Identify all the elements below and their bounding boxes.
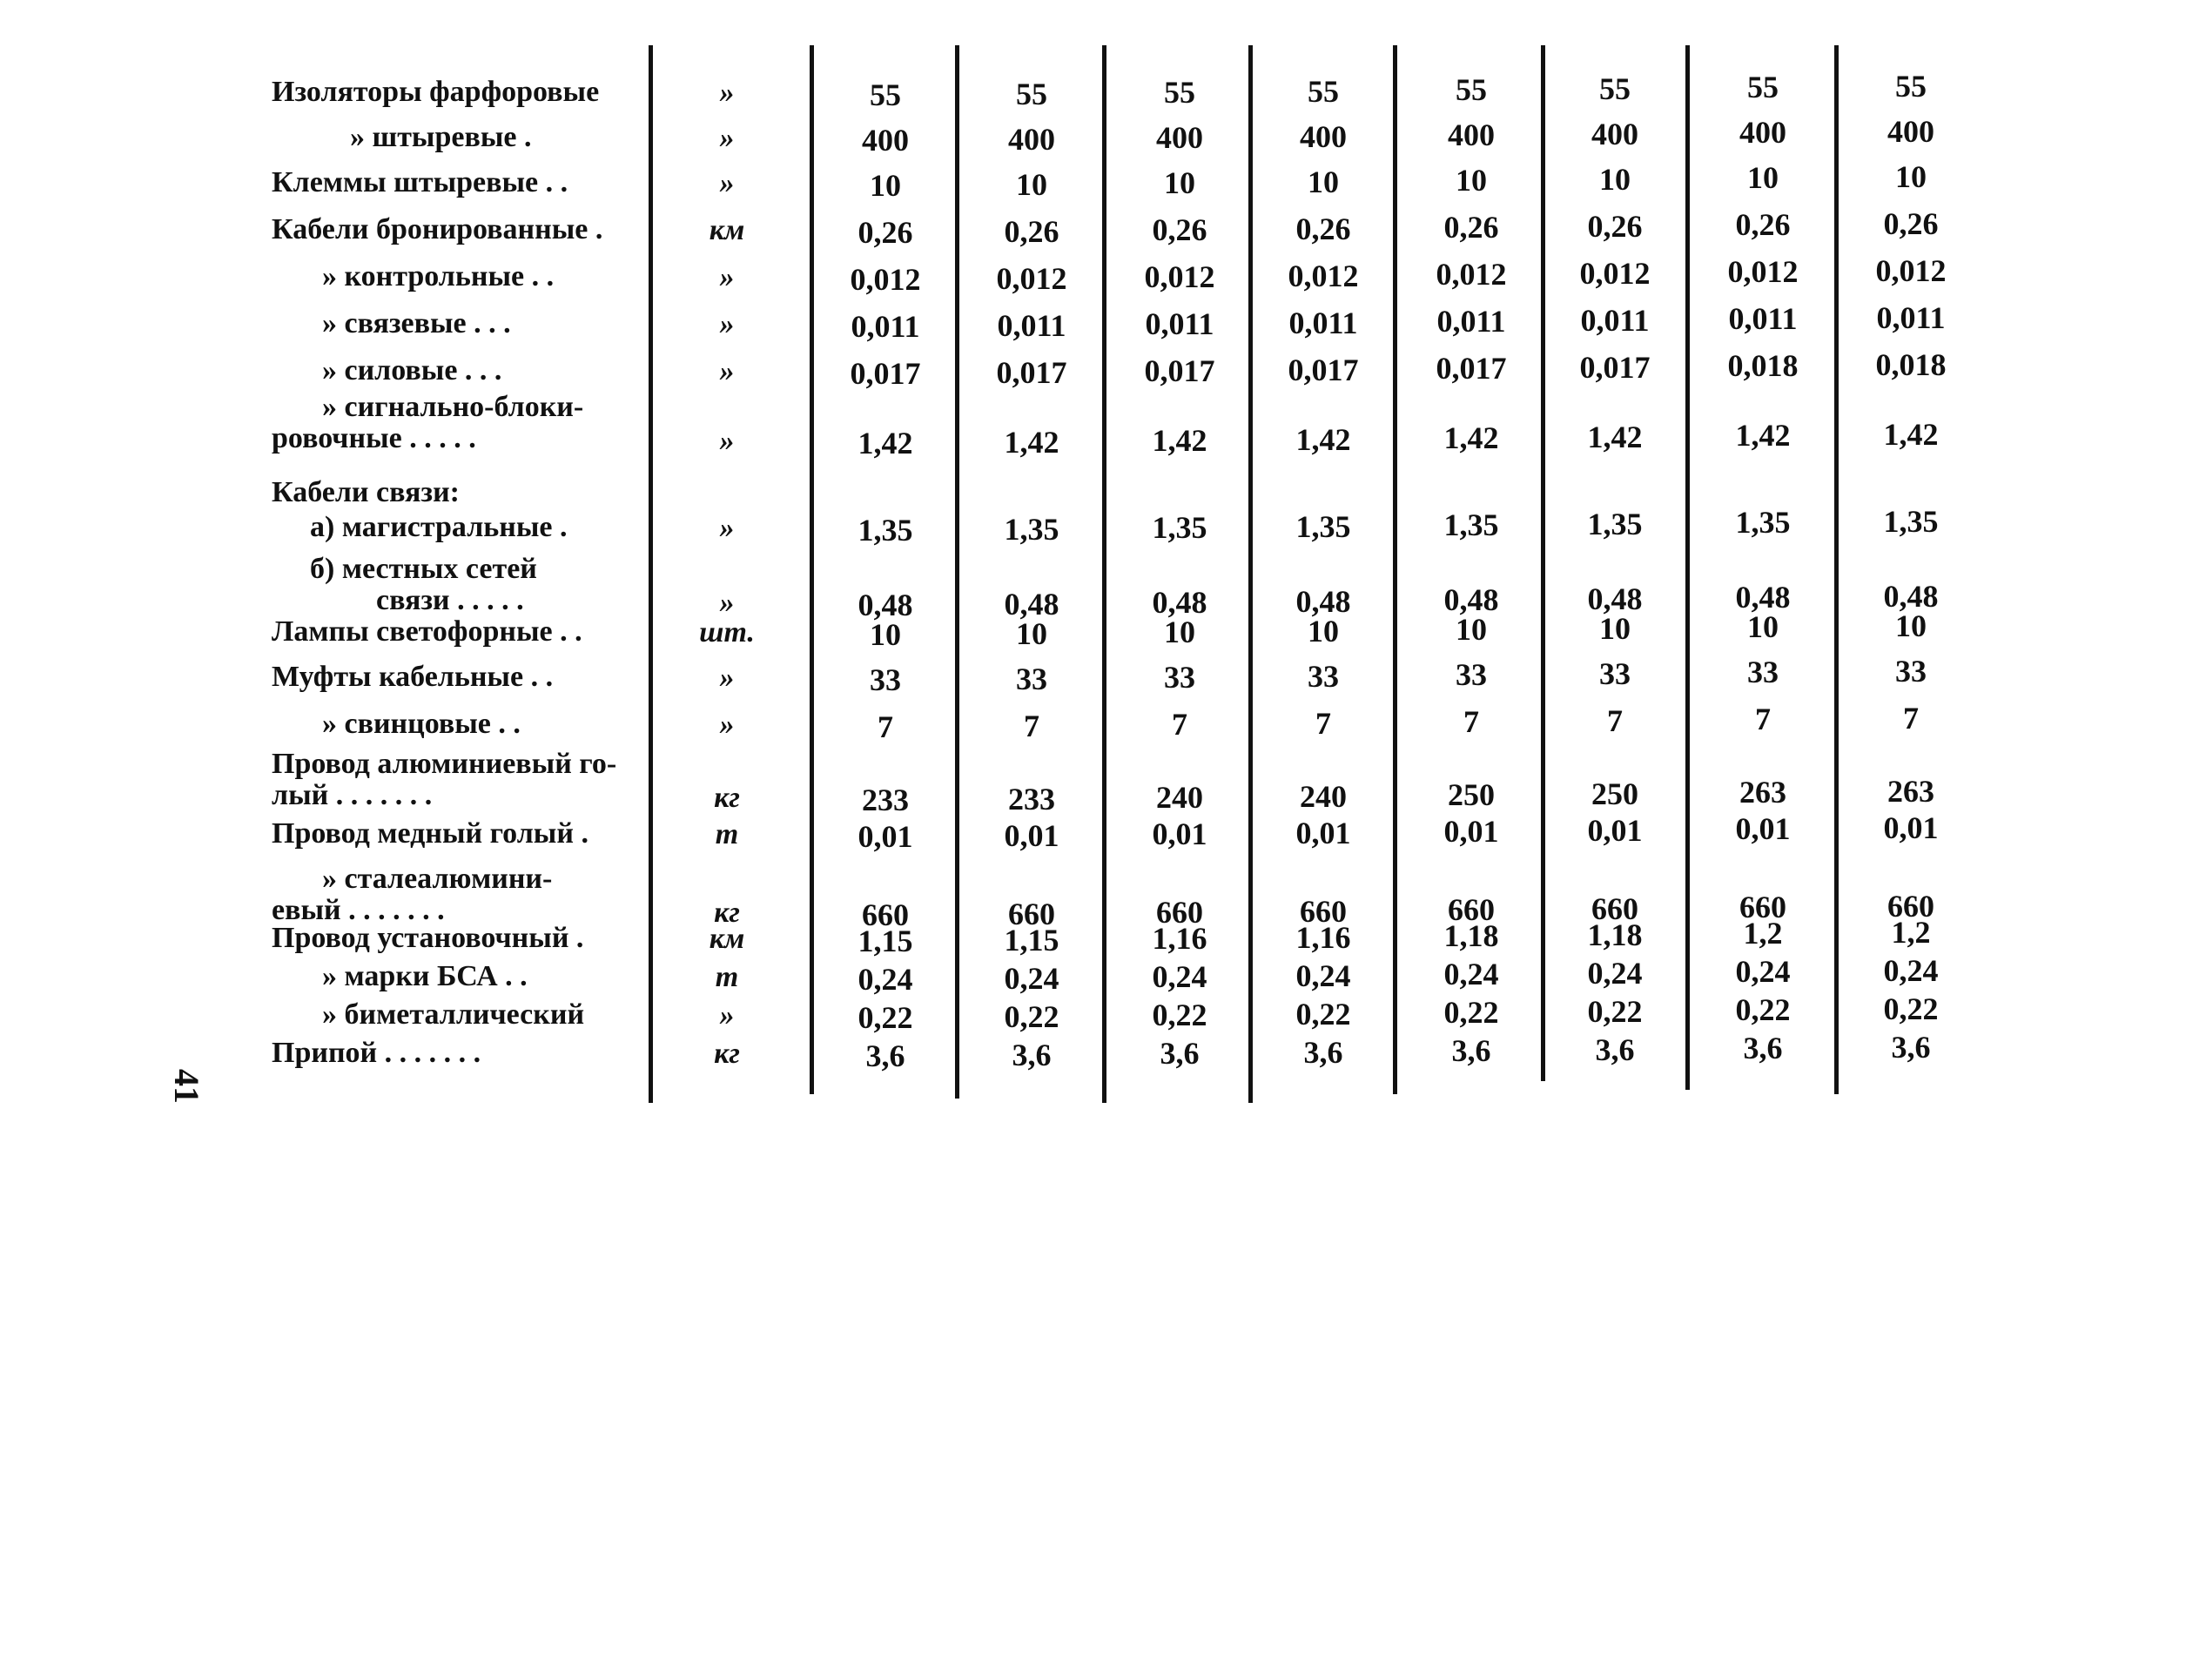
value-cell: 1,15: [1004, 922, 1059, 958]
value-cell: 33: [870, 662, 901, 697]
value-cell: 0,22: [1735, 992, 1791, 1027]
item-name-line: Кабели бронированные .: [272, 213, 603, 245]
value-cell: 1,42: [1004, 424, 1059, 460]
value-cell: 1,35: [1443, 507, 1499, 542]
value-cell: 0,017: [1144, 353, 1215, 388]
item-name: [272, 554, 639, 616]
value-cell: 0,22: [1587, 993, 1643, 1029]
unit-cell: »: [719, 167, 735, 199]
value-cell: 400: [1156, 120, 1203, 155]
item-name: [272, 214, 639, 245]
item-name-line: евый . . . . . . .: [272, 894, 445, 926]
value-cell: 33: [1016, 661, 1047, 696]
value-cell: 0,24: [858, 962, 913, 997]
value-cell: 10: [1747, 609, 1779, 644]
value-cell: 0,01: [1152, 816, 1207, 851]
value-cell: 33: [1308, 658, 1339, 694]
value-cell: 7: [1024, 708, 1039, 743]
value-cell: 400: [1448, 118, 1495, 152]
unit-cell: »: [719, 122, 735, 154]
item-name: [272, 1038, 639, 1069]
value-cell: 0,011: [1580, 302, 1650, 338]
value-cell: 7: [1315, 705, 1331, 741]
column-rule: [810, 45, 814, 1094]
column-rule: [1248, 45, 1253, 1103]
unit-cell: »: [719, 999, 735, 1032]
item-name-line: Провод алюминиевый го-: [272, 748, 617, 780]
value-cell: 0,017: [996, 354, 1067, 390]
item-name-line: » биметаллический: [322, 998, 585, 1031]
value-cell: 660: [1739, 890, 1786, 924]
value-cell: 0,018: [1727, 348, 1799, 383]
value-cell: 250: [1591, 776, 1638, 811]
item-name: [272, 923, 639, 954]
item-name: [272, 308, 639, 339]
value-cell: 10: [1308, 613, 1339, 648]
value-cell: 55: [1599, 71, 1631, 106]
value-cell: 0,48: [1735, 580, 1791, 615]
value-cell: 0,24: [1587, 955, 1643, 991]
item-name: [272, 961, 639, 992]
value-cell: 1,42: [1443, 420, 1499, 455]
value-cell: 0,26: [1735, 207, 1791, 242]
value-cell: 1,18: [1587, 917, 1643, 952]
unit-cell: т: [715, 818, 739, 850]
value-cell: 0,22: [1295, 996, 1351, 1032]
unit-cell: км: [709, 923, 745, 955]
unit-cell: »: [719, 662, 735, 694]
value-cell: 0,017: [1436, 351, 1507, 386]
value-cell: 1,16: [1295, 919, 1351, 955]
unit-cell: »: [719, 512, 735, 544]
value-cell: 10: [1599, 161, 1631, 197]
value-cell: 3,6: [1012, 1037, 1052, 1072]
value-cell: 0,22: [858, 1000, 913, 1035]
value-cell: 0,24: [1295, 958, 1351, 993]
value-cell: 0,012: [850, 262, 921, 297]
value-cell: 7: [878, 709, 893, 744]
value-cell: 0,01: [1735, 811, 1791, 846]
value-cell: 0,01: [1295, 815, 1351, 850]
value-cell: 1,35: [1295, 508, 1351, 544]
value-cell: 0,012: [1288, 258, 1359, 293]
value-cell: 0,012: [1579, 255, 1651, 291]
item-name-line: а) магистральные .: [310, 511, 568, 543]
value-cell: 660: [1156, 895, 1203, 930]
value-cell: 0,24: [1735, 954, 1791, 989]
value-cell: 10: [1456, 163, 1487, 198]
item-name-line: » свинцовые . .: [322, 708, 521, 740]
item-name: [272, 749, 639, 811]
item-name-line: » сталеалюмини-: [322, 863, 553, 895]
value-cell: 0,48: [1587, 581, 1643, 616]
value-cell: 0,22: [1883, 991, 1939, 1026]
value-cell: 0,26: [1443, 210, 1499, 245]
item-name: [272, 167, 639, 198]
value-cell: 0,22: [1152, 998, 1207, 1032]
value-cell: 0,48: [1295, 583, 1351, 619]
value-cell: 0,01: [1004, 817, 1059, 853]
value-cell: 10: [1164, 615, 1195, 649]
unit-cell: кг: [714, 782, 740, 814]
value-cell: 233: [862, 783, 909, 817]
value-cell: 33: [1164, 660, 1195, 695]
item-name-line: » контрольные . .: [322, 260, 555, 292]
value-cell: 10: [1308, 164, 1339, 199]
value-cell: 33: [1747, 655, 1779, 689]
value-cell: 1,16: [1152, 921, 1207, 956]
value-cell: 1,42: [858, 426, 913, 460]
value-cell: 0,011: [1876, 299, 1946, 335]
value-cell: 0,01: [858, 819, 913, 854]
value-cell: 240: [1300, 778, 1347, 814]
value-cell: 7: [1172, 707, 1187, 742]
value-cell: 0,22: [1004, 998, 1059, 1034]
value-cell: 1,35: [1004, 511, 1059, 547]
value-cell: 0,24: [1443, 957, 1499, 991]
value-cell: 7: [1903, 700, 1919, 736]
value-cell: 0,011: [1288, 305, 1358, 340]
value-cell: 3,6: [1451, 1033, 1491, 1068]
value-cell: 1,35: [858, 513, 913, 548]
value-cell: 400: [862, 123, 909, 158]
item-name-line: Кабели связи:: [272, 476, 460, 508]
column-rule: [1834, 45, 1839, 1094]
value-cell: 1,35: [1735, 505, 1791, 540]
value-cell: 1,42: [1587, 419, 1643, 454]
value-cell: 7: [1463, 704, 1479, 739]
item-name: [272, 616, 639, 648]
value-cell: 55: [870, 77, 901, 112]
value-cell: 0,24: [1004, 960, 1059, 996]
value-cell: 660: [1448, 892, 1495, 927]
unit-cell: »: [719, 587, 735, 619]
value-cell: 3,6: [1595, 1032, 1635, 1067]
value-cell: 1,15: [858, 924, 913, 958]
item-name-line: Провод установочный .: [272, 922, 584, 954]
value-cell: 1,18: [1443, 918, 1499, 953]
value-cell: 0,012: [1727, 254, 1799, 289]
value-cell: 0,01: [1883, 810, 1939, 845]
value-cell: 400: [1300, 118, 1347, 154]
value-cell: 3,6: [1891, 1029, 1931, 1065]
value-cell: 0,011: [1436, 304, 1506, 339]
value-cell: 0,011: [851, 309, 920, 344]
value-cell: 0,26: [1295, 211, 1351, 246]
column-rule: [1102, 45, 1106, 1103]
value-cell: 55: [1456, 72, 1487, 107]
unit-cell: »: [719, 261, 735, 293]
column-rule: [955, 45, 959, 1099]
item-name-line: » связевые . . .: [322, 307, 511, 339]
value-cell: 0,012: [1875, 252, 1947, 288]
column-rule: [649, 45, 653, 1103]
value-cell: 10: [1016, 615, 1047, 651]
item-name: [272, 355, 639, 386]
value-cell: 10: [1016, 166, 1047, 202]
unit-cell: т: [715, 961, 739, 993]
item-name: [272, 477, 639, 508]
item-name-line: связи . . . . .: [376, 584, 524, 616]
item-name-line: Лампы светофорные . .: [272, 615, 582, 648]
value-cell: 0,017: [1288, 352, 1359, 387]
value-cell: 10: [1895, 608, 1927, 643]
value-cell: 250: [1448, 777, 1495, 812]
item-name-line: Муфты кабельные . .: [272, 661, 554, 693]
value-cell: 1,35: [1587, 506, 1643, 541]
item-name: [272, 77, 639, 108]
value-cell: 1,42: [1295, 421, 1351, 457]
item-name-line: » силовые . . .: [322, 354, 502, 386]
value-cell: 33: [1599, 655, 1631, 691]
value-cell: 0,24: [1883, 952, 1939, 988]
unit-cell: кг: [714, 897, 740, 929]
unit-cell: кг: [714, 1038, 740, 1070]
value-cell: 240: [1156, 780, 1203, 815]
item-name: [272, 122, 639, 153]
value-cell: 263: [1739, 775, 1786, 810]
value-cell: 0,012: [996, 260, 1067, 296]
value-cell: 1,42: [1735, 418, 1791, 453]
item-name-line: » штыревые .: [350, 121, 532, 153]
value-cell: 0,48: [1883, 578, 1939, 614]
unit-cell: шт.: [699, 616, 755, 648]
value-cell: 55: [1895, 68, 1927, 104]
column-rule: [1393, 45, 1397, 1094]
value-cell: 660: [1300, 893, 1347, 929]
value-cell: 0,012: [1436, 257, 1507, 292]
column-rule: [1541, 45, 1545, 1081]
value-cell: 400: [1739, 115, 1786, 150]
value-cell: 10: [870, 617, 901, 652]
value-cell: 10: [1599, 610, 1631, 646]
value-cell: 0,48: [858, 588, 913, 622]
value-cell: 0,26: [1883, 205, 1939, 241]
value-cell: 0,48: [1004, 586, 1059, 622]
item-name-line: » марки БСА . .: [322, 960, 528, 992]
value-cell: 400: [1008, 121, 1055, 157]
value-cell: 3,6: [1160, 1036, 1200, 1071]
value-cell: 55: [1747, 70, 1779, 104]
value-cell: 0,26: [1587, 208, 1643, 244]
unit-cell: »: [719, 77, 735, 109]
value-cell: 3,6: [865, 1038, 905, 1073]
value-cell: 0,017: [1579, 349, 1651, 385]
page-number: 41: [167, 1069, 206, 1104]
value-cell: 0,48: [1443, 582, 1499, 617]
item-name-line: ровочные . . . . .: [272, 422, 476, 454]
value-cell: 1,42: [1883, 416, 1939, 452]
unit-cell: км: [709, 214, 745, 246]
item-name-line: Припой . . . . . . .: [272, 1037, 481, 1069]
value-cell: 0,018: [1875, 346, 1947, 382]
value-cell: 0,48: [1152, 585, 1207, 620]
value-cell: 660: [862, 897, 909, 932]
value-cell: 1,2: [1743, 916, 1783, 951]
column-rule: [1685, 45, 1690, 1090]
item-name: [272, 709, 639, 740]
item-name: [272, 864, 639, 926]
unit-cell: »: [719, 308, 735, 340]
value-cell: 0,011: [1145, 306, 1214, 341]
unit-cell: »: [719, 355, 735, 387]
item-name: [272, 818, 639, 850]
value-cell: 10: [1895, 158, 1927, 194]
value-cell: 3,6: [1303, 1034, 1343, 1070]
item-name-line: лый . . . . . . .: [272, 779, 433, 811]
value-cell: 660: [1591, 890, 1638, 926]
item-name-line: Провод медный голый .: [272, 817, 588, 850]
value-cell: 0,26: [1004, 213, 1059, 249]
unit-cell: »: [719, 425, 735, 457]
value-cell: 7: [1607, 702, 1623, 738]
value-cell: 0,26: [1152, 212, 1207, 247]
value-cell: 1,42: [1152, 423, 1207, 458]
value-cell: 0,24: [1152, 959, 1207, 994]
value-cell: 10: [1747, 160, 1779, 195]
value-cell: 233: [1008, 781, 1055, 816]
item-name: [272, 512, 639, 543]
value-cell: 660: [1008, 896, 1055, 931]
value-cell: 0,011: [1728, 301, 1798, 336]
item-name: [272, 999, 639, 1031]
value-cell: 1,2: [1891, 914, 1931, 950]
item-name-line: » сигнально-блоки-: [322, 391, 584, 423]
value-cell: 55: [1308, 73, 1339, 109]
value-cell: 0,01: [1587, 812, 1643, 848]
value-cell: 0,26: [858, 215, 913, 250]
value-cell: 33: [1895, 653, 1927, 689]
value-cell: 0,011: [997, 307, 1066, 343]
value-cell: 55: [1164, 75, 1195, 110]
value-cell: 3,6: [1743, 1031, 1783, 1065]
unit-cell: »: [719, 709, 735, 741]
item-name: [272, 662, 639, 693]
value-cell: 7: [1755, 702, 1771, 736]
value-cell: 1,35: [1883, 503, 1939, 539]
value-cell: 10: [1456, 612, 1487, 647]
item-name: [272, 261, 639, 292]
value-cell: 0,012: [1144, 259, 1215, 294]
value-cell: 33: [1456, 657, 1487, 692]
value-cell: 400: [1591, 116, 1638, 151]
value-cell: 10: [1164, 165, 1195, 200]
value-cell: 0,017: [850, 356, 921, 391]
value-cell: 0,22: [1443, 995, 1499, 1030]
value-cell: 263: [1887, 773, 1934, 809]
item-name: [272, 392, 639, 454]
value-cell: 10: [870, 168, 901, 203]
value-cell: 400: [1887, 113, 1934, 149]
value-cell: 660: [1887, 888, 1934, 924]
item-name-line: б) местных сетей: [310, 553, 537, 585]
item-name-line: Клеммы штыревые . .: [272, 166, 568, 198]
item-name-line: Изоляторы фарфоровые: [272, 76, 600, 108]
value-cell: 55: [1016, 76, 1047, 111]
value-cell: 0,01: [1443, 814, 1499, 849]
value-cell: 1,35: [1152, 510, 1207, 545]
